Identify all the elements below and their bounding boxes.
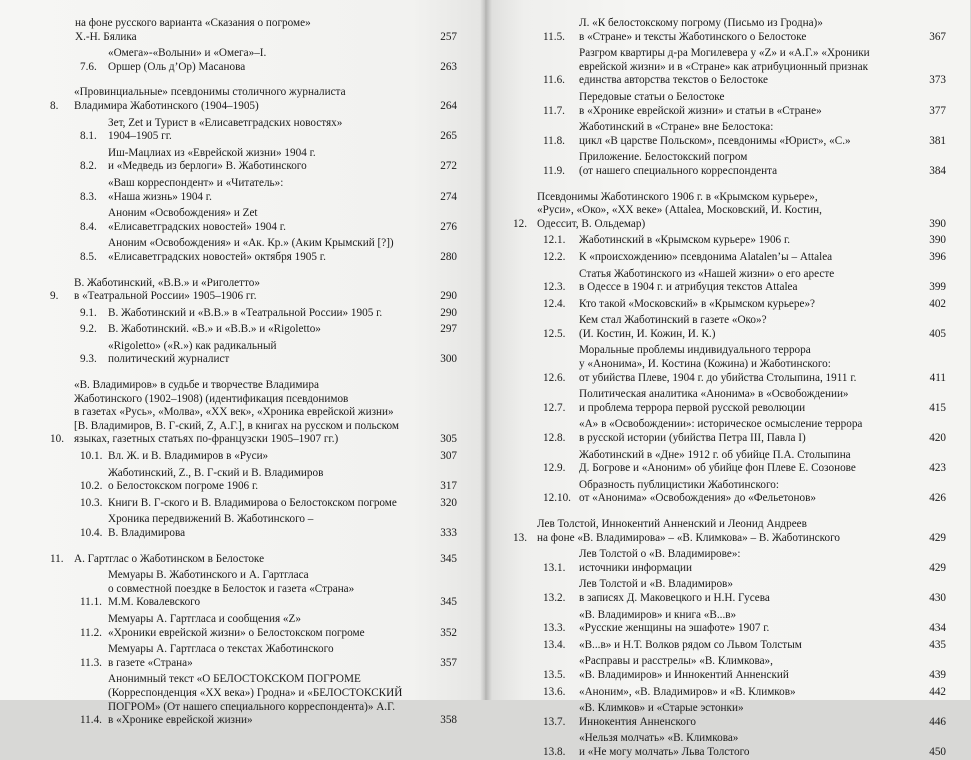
toc-entry-page: 429 [929, 531, 946, 544]
toc-entry-title-line: в «Хронике еврейской жизни» [108, 714, 253, 727]
toc-entry-title-line: М.М. Ковалевского [108, 596, 201, 609]
toc-entry [543, 344, 946, 385]
toc-entry-title-line: В. Жаботинский. «В.» и «В.В.» и «Rigoletto» [108, 323, 321, 336]
toc-entry-number: 9. [50, 290, 59, 303]
toc-entry-number: 12.6. [543, 371, 566, 384]
toc-entry-number: 10.2. [80, 480, 103, 493]
toc-entry-page: 396 [929, 250, 946, 263]
toc-entry [80, 643, 457, 670]
toc-entry-page: 280 [440, 250, 457, 263]
toc-entry [543, 314, 946, 341]
toc-entry-number: 9.2. [80, 323, 97, 336]
toc-entry-title-line: «Расправы и расстрелы» «В. Климкова», [579, 655, 773, 668]
toc-entry [80, 207, 457, 234]
toc-entry [543, 686, 946, 700]
toc-entry-page: 345 [440, 552, 457, 565]
toc-entry [80, 307, 457, 321]
toc-entry-number: 11.1. [80, 596, 102, 609]
toc-entry-title-line: Одессит, В. Ольдемар) [537, 217, 646, 230]
toc-entry [543, 702, 946, 729]
toc-entry [50, 553, 457, 567]
toc-entry-title-line: у «Анонима», И. Костина (Кожина) и Жаботинского: [579, 358, 831, 371]
toc-entry-title-line: от убийства Плеве, 1904 г. до убийства Столыпина, 1911 г. [579, 371, 857, 384]
toc-entry-number: 12.3. [543, 281, 566, 294]
toc-entry-title-line: Аноним «Освобождения» и «Ак. Кр.» (Аким Крымский [?]) [108, 237, 394, 250]
toc-entry-title-line: «В...в» и Н.Т. Волков рядом со Львом Толстым [579, 638, 802, 651]
toc-entry-number: 10.4. [80, 527, 103, 539]
toc-entry-title-line: на фоне «В. Владимирова» – «В. Климкова» – В. Жаботинского [537, 531, 841, 544]
toc-entry-number: 7.6. [80, 60, 97, 73]
toc-entry-title-line: «Елисаветградских новостей» октября 1905 г. [108, 250, 326, 263]
toc-entry [543, 449, 946, 476]
toc-entry-title-line: Лев Толстой, Иннокентий Анненский и Леонид Андреев [537, 518, 807, 530]
toc-entry-page: 345 [440, 596, 457, 609]
toc-entry-title-line: Л. «К белостокскому погрому (Письмо из Гродна)» [579, 17, 823, 29]
toc-entry-title-line: В. Жаботинский и «В.В.» в «Театральной России» 1905 г. [108, 306, 383, 319]
toc-entry-number: 13.6. [543, 685, 566, 698]
toc-entry-title-line: Мемуары А. Гартгласа и сообщения «Z» [108, 612, 301, 625]
toc-entry-title-line: (И. Костин, И. Кожин, И. К.) [579, 327, 716, 340]
toc-entry-page: 257 [440, 30, 457, 43]
toc-entry-page: 290 [440, 306, 457, 319]
toc-entry-number: 11.7. [543, 104, 565, 117]
toc-entry-title-line: и «Медведь из берлоги» В. Жаботинского [108, 160, 307, 173]
toc-entry-title-line: Лев Толстой о «В. Владимирове»: [579, 548, 741, 561]
toc-entry [80, 117, 457, 144]
toc-entry-number: 11.4. [80, 714, 102, 727]
toc-entry-number: 13.4. [543, 638, 566, 651]
toc-entry-title-line: (Корреспонденция «XX века») Гродна» и «БЕЛОСТОКСКИЙ [108, 686, 403, 699]
toc-entry-number: 8. [50, 99, 59, 112]
toc-entry-title-line: Кем стал Жаботинский в газете «Око»? [579, 314, 767, 327]
toc-entry-title-line: «Омега»-«Волыни» и «Омега»–I. [108, 47, 267, 60]
toc-entry [543, 121, 946, 148]
toc-entry-page: 300 [440, 353, 457, 366]
toc-entry [80, 237, 457, 264]
toc-entry [543, 609, 946, 636]
toc-entry-title-line: Жаботинский в «Крымском курьере» 1906 г. [579, 234, 791, 247]
toc-entry-page: 423 [929, 462, 946, 475]
toc-entry-page: 429 [929, 561, 946, 574]
toc-entry [543, 151, 946, 178]
toc-entry [80, 340, 457, 367]
toc-entry-title-line: Мемуары А. Гартгласа о текстах Жаботинского [108, 643, 334, 656]
right-page [485, 0, 970, 758]
toc-entry-page: 276 [440, 220, 457, 233]
toc-entry-number: 11.2. [80, 626, 102, 639]
toc-entry-title-line: цикл «В царстве Польском», псевдонимы «Юрист», «С.» [579, 134, 851, 147]
toc-entry-page: 435 [929, 638, 946, 651]
toc-entry-title-line: в газете «Страна» [108, 656, 193, 669]
toc-entry [543, 732, 946, 759]
toc-entry-page: 297 [440, 323, 457, 336]
toc-entry-title-line: в «Стране» и тексты Жаботинского о Белостоке [579, 30, 807, 43]
toc-entry-page: 367 [929, 30, 946, 43]
toc-entry-number: 11.5. [543, 30, 565, 43]
toc-entry [50, 86, 457, 113]
toc-entry [543, 479, 946, 506]
toc-entry-number: 10.3. [80, 496, 103, 509]
toc-entry-title-line: «Руси», «Око», «XX веке» (Attalea, Московский, И. Костин, [537, 204, 822, 217]
toc-entry-title-line: А. Гартглас о Жаботинском в Белостоке [74, 552, 265, 565]
toc-entry [543, 418, 946, 445]
toc-entry-page: 272 [440, 160, 457, 173]
toc-entry-page: 333 [440, 527, 457, 539]
toc-entry-title-line: политический журналист [108, 353, 230, 366]
toc-entry-title-line: Псевдонимы Жаботинского 1906 г. в «Крымском курьере», [537, 190, 818, 203]
toc-entry-title-line: в записях Д. Маковецкого и Н.Н. Гусева [579, 591, 770, 604]
toc-entry [80, 613, 457, 640]
toc-entry-title-line: в «Театральной России» 1905–1906 гг. [74, 290, 257, 303]
toc-entry-title-line: в Одессе в 1904 г. и атрибуция текстов Attalea [579, 281, 798, 294]
toc-entry-number: 12. [513, 217, 527, 230]
toc-entry-number: 13.2. [543, 591, 566, 604]
toc-entry-title-line: «Аноним», «В. Владимиров» и «В. Климков» [579, 685, 796, 698]
toc-entry [80, 673, 457, 727]
toc-entry [80, 147, 457, 174]
toc-entry-title-line: «Rigoletto» («R.») как радикальный [108, 339, 277, 352]
toc-entry-title-line: еврейской жизни» и в «Стране» как атрибуционный признак [579, 60, 869, 73]
toc-entry-page: 430 [929, 591, 946, 604]
toc-entry-page: 274 [440, 190, 457, 203]
toc-entry-title-line: Разгром квартиры д-ра Могилевера у «Z» и «А.Г.» «Хроники [579, 47, 870, 60]
toc-entry-number: 10.1. [80, 450, 103, 463]
toc-entry [80, 467, 457, 494]
toc-entry-page: 446 [929, 715, 946, 728]
toc-entry-title-line: Аноним «Освобождения» и Zet [108, 207, 258, 220]
toc-entry [543, 639, 946, 653]
toc-entry-number: 12.5. [543, 327, 566, 340]
toc-entry [543, 578, 946, 605]
toc-entry-number: 11.3. [80, 656, 102, 669]
toc-entry-title-line: Иннокентия Анненского [579, 715, 696, 728]
toc-entry-title-line: «В. Владимиров» и книга «В...в» [579, 608, 737, 621]
toc-entry-page: 263 [440, 60, 457, 73]
toc-entry-title-line: Кто такой «Московский» в «Крымском курьере»? [579, 297, 816, 310]
toc-entry-title-line: В. Жаботинский, «В.В.» и «Риголетто» [74, 276, 260, 289]
toc-entry [50, 277, 457, 304]
toc-entry-page: 265 [440, 130, 457, 143]
toc-entry-number: 13.8. [543, 745, 566, 758]
toc-entry-title-line: Жаботинский в «Стране» вне Белостока: [579, 121, 774, 134]
toc-entry-title-line: о Белостокском погроме 1906 г. [108, 480, 259, 493]
toc-entry [543, 388, 946, 415]
toc-entry-title-line: [В. Владимиров, В. Г-ский, Z, А.Г.], в книгах на русском и польском [74, 419, 399, 432]
toc-entry-page: 352 [440, 626, 457, 639]
toc-entry-page: 317 [440, 480, 457, 493]
toc-entry-page: 442 [929, 685, 946, 698]
toc-entry-title-line: Мемуары В. Жаботинского и А. Гартгласа [108, 569, 309, 582]
toc-entry-page: 384 [929, 164, 946, 177]
toc-entry-page: 439 [929, 668, 946, 681]
toc-entry-number: 13. [513, 531, 527, 544]
toc-entry [80, 497, 457, 511]
toc-entry [80, 177, 457, 204]
toc-entry-title-line: Анонимный текст «О БЕЛОСТОКСКОМ ПОГРОМЕ [108, 673, 361, 686]
toc-entry-title-line: в русской истории (убийства Петра III, Павла I) [579, 432, 806, 445]
toc-entry-number: 12.9. [543, 462, 566, 475]
toc-entry-page: 402 [929, 297, 946, 310]
toc-entry-title-line: источники информации [579, 561, 692, 574]
toc-entry-title-line: Передовые статьи о Белостоке [579, 90, 725, 103]
toc-entry-number: 11. [50, 552, 64, 565]
toc-entry-title-line: от «Анонима» «Освобождения» до «Фельетонов» [579, 492, 816, 505]
toc-entry-title-line: «Елисаветградских новостей» 1904 г. [108, 220, 286, 233]
toc-entry-page: 415 [929, 401, 946, 414]
toc-entry-number: 13.5. [543, 668, 566, 681]
toc-entry-title-line: Книги В. Г-ского и В. Владимирова о Белостокском погроме [108, 496, 397, 509]
toc-entry-title-line: Образность публицистики Жаботинского: [579, 478, 779, 491]
toc-entry-title-line: «В. Климков» и «Старые эстонки» [579, 702, 744, 715]
toc-entry-title-line: Хроника передвижений В. Жаботинского – [108, 513, 314, 526]
left-page [0, 0, 485, 727]
toc-entry-number: 9.1. [80, 306, 97, 319]
toc-entry [75, 17, 457, 44]
toc-entry-title-line: и проблема террора первой русской революции [579, 401, 806, 414]
toc-entry-title-line: В. Владимирова [108, 527, 186, 539]
toc-entry [543, 268, 946, 295]
toc-entry-title-line: Иш-Мацлиах из «Еврейской жизни» 1904 г. [108, 146, 316, 159]
toc-entry-title-line: ПОГРОМ» (От нашего специального корреспондента)» А.Г. [108, 700, 396, 713]
toc-entry [80, 569, 457, 610]
toc-entry-title-line: «Провинциальные» псевдонимы столичного журналиста [74, 86, 346, 99]
toc-entry-title-line: в газетах «Русь», «Молва», «XX век», «Хроника еврейской жизни» [74, 406, 394, 419]
toc-entry-page: 411 [929, 371, 946, 384]
toc-entry-title-line: Приложение. Белостокский погром [579, 151, 748, 164]
toc-entry-title-line: Жаботинского (1902–1908) (идентификация псевдонимов [74, 392, 349, 405]
toc-entry [513, 191, 946, 232]
toc-entry-title-line: на фоне русского варианта «Сказания о погроме» [75, 17, 311, 29]
toc-entry-title-line: Жаботинский, Z., В. Г-ский и В. Владимиров [108, 466, 324, 479]
toc-entry-title-line: «Наша жизнь» 1904 г. [108, 190, 212, 203]
toc-entry-title-line: К «происхождению» псевдонима Alatalen’ы – Attalea [579, 250, 833, 263]
toc-entry [50, 379, 457, 447]
toc-entry-number: 8.5. [80, 250, 97, 263]
toc-entry-number: 12.2. [543, 250, 566, 263]
toc-entry-title-line: Зет, Zet и Турист в «Елисаветградских новостях» [108, 116, 343, 129]
toc-entry-page: 358 [440, 714, 457, 727]
toc-entry-title-line: языках, газетных статьях по-французски 1905–1907 гг.) [74, 433, 339, 446]
toc-entry [80, 450, 457, 464]
toc-entry-title-line: «Нельзя молчать» «В. Климкова» [579, 732, 739, 745]
toc-entry-title-line: Д. Богрове и «Аноним» об убийце фон Плеве Е. Созонове [579, 462, 856, 475]
toc-entry-title-line: Статья Жаботинского из «Нашей жизни» о его аресте [579, 267, 835, 280]
toc-entry-title-line: о совместной поездке в Белосток и газета «Страна» [108, 582, 355, 595]
toc-entry-title-line: единства авторства текстов о Белостоке [579, 74, 768, 87]
toc-entry-number: 13.3. [543, 622, 566, 635]
toc-entry [543, 91, 946, 118]
toc-entry-page: 420 [929, 432, 946, 445]
toc-entry-page: 290 [440, 290, 457, 303]
toc-entry-number: 11.6. [543, 74, 565, 87]
toc-entry-title-line: (от нашего специального корреспондента [579, 164, 778, 177]
toc-entry-page: 399 [929, 281, 946, 294]
toc-entry-number: 13.1. [543, 561, 566, 574]
toc-entry-number: 11.8. [543, 134, 565, 147]
toc-entry-title-line: Вл. Ж. и В. Владимиров в «Руси» [108, 450, 269, 463]
toc-entry [543, 47, 946, 88]
toc-entry-number: 8.3. [80, 190, 97, 203]
toc-entry-page: 307 [440, 450, 457, 463]
toc-entry [80, 513, 457, 540]
toc-entry-title-line: «А» в «Освобождении»: историческое осмысление террора [579, 418, 863, 431]
toc-entry [543, 298, 946, 312]
toc-entry-page: 434 [929, 622, 946, 635]
toc-entry-title-line: Владимира Жаботинского (1904–1905) [74, 99, 259, 112]
toc-entry-page: 390 [929, 234, 946, 247]
toc-entry-title-line: Моральные проблемы индивидуального террора [579, 344, 811, 357]
toc-entry [543, 655, 946, 682]
toc-entry [543, 251, 946, 265]
toc-entry-page: 373 [929, 74, 946, 87]
toc-entry-page: 377 [929, 104, 946, 117]
toc-entry [80, 323, 457, 337]
toc-entry-number: 8.4. [80, 220, 97, 233]
toc-entry-page: 305 [440, 433, 457, 446]
toc-entry-title-line: «Ваш корреспондент» и «Читатель»: [108, 176, 284, 189]
toc-entry-number: 12.1. [543, 234, 566, 247]
toc-entry-page: 390 [929, 217, 946, 230]
toc-entry-number: 13.7. [543, 715, 566, 728]
toc-entry-number: 9.3. [80, 353, 97, 366]
toc-entry-page: 357 [440, 656, 457, 669]
toc-entry-title-line: Х.-Н. Бялика [75, 30, 137, 43]
toc-entry-page: 405 [929, 327, 946, 340]
toc-entry-title-line: Жаботинский в «Дне» 1912 г. об убийце П.А. Столыпина [579, 448, 851, 461]
toc-entry-number: 8.2. [80, 160, 97, 173]
toc-entry-number: 11.9. [543, 164, 565, 177]
toc-entry-title-line: «Хроники еврейской жизни» о Белостокском погроме [108, 626, 365, 639]
toc-entry [513, 518, 946, 545]
toc-entry [543, 234, 946, 248]
toc-entry-page: 450 [929, 745, 946, 758]
toc-entry-number: 12.7. [543, 401, 566, 414]
toc-entry-page: 426 [929, 492, 946, 505]
toc-entry-number: 12.4. [543, 297, 566, 310]
toc-entry-title-line: Политическая аналитика «Анонима» в «Освобождении» [579, 388, 849, 401]
toc-entry-number: 10. [50, 433, 64, 446]
toc-entry-number: 12.8. [543, 432, 566, 445]
toc-entry-title-line: «В. Владимиров» и Иннокентий Анненский [579, 668, 789, 681]
toc-entry [543, 548, 946, 575]
toc-entry-page: 381 [929, 134, 946, 147]
toc-entry-title-line: Лев Толстой и «В. Владимиров» [579, 578, 733, 591]
toc-entry-number: 12.10. [543, 492, 571, 505]
toc-entry [543, 17, 946, 44]
toc-entry [80, 47, 457, 74]
toc-entry-number: 8.1. [80, 130, 97, 143]
toc-entry-title-line: 1904–1905 гг. [108, 130, 172, 143]
toc-entry-title-line: и «Не могу молчать» Льва Толстого [579, 745, 750, 758]
toc-entry-title-line: «Русские женщины на эшафоте» 1907 г. [579, 622, 770, 635]
toc-entry-page: 264 [440, 99, 457, 112]
toc-entry-title-line: в «Хронике еврейской жизни» и статьи в «Стране» [579, 104, 822, 117]
toc-entry-title-line: «В. Владимиров» в судьбе и творчестве Владимира [74, 379, 319, 392]
toc-entry-title-line: Оршер (Оль д’Ор) Масанова [108, 60, 246, 73]
toc-entry-page: 320 [440, 496, 457, 509]
